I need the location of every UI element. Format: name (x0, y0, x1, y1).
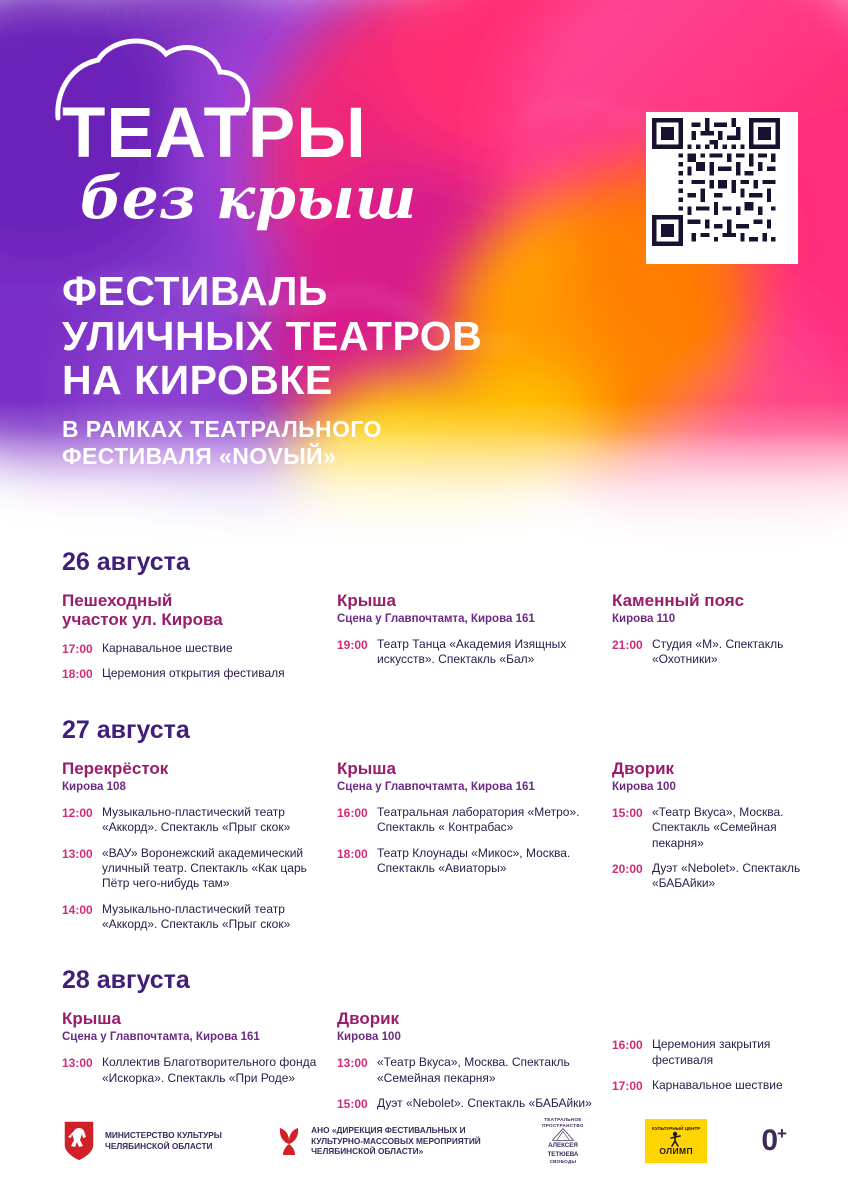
svoboda-name-2: ТЕТЮЕВА (547, 1150, 579, 1158)
event-description: Церемония открытия фестиваля (102, 666, 285, 681)
venue-address: Кирова 110 (612, 613, 676, 626)
ano-logo-text (311, 1125, 481, 1157)
svoboda-bottom-text: СВОБОДЫ (549, 1159, 577, 1165)
subtitle-line-1: ФЕСТИВАЛЬ (62, 268, 328, 315)
event-description: Дуэт «Nebolet». Спектакль «БАБАйки» (652, 860, 801, 891)
ministry-of-culture-logo (62, 1119, 222, 1163)
venue-name: Каменный пояс (612, 591, 745, 610)
olimp-line-2: ОЛИМП (659, 1146, 693, 1157)
schedule-column (62, 591, 337, 692)
event-description: Церемония закрытия фестиваля (652, 1037, 771, 1067)
ano-line-3: ЧЕЛЯБИНСКОЙ ОБЛАСТИ» (311, 1146, 424, 1157)
day-block (0, 548, 848, 692)
venue-address: Сцена у Главпочтамта, Кирова 161 (62, 1031, 260, 1044)
event-description: Музыкально-пластический театр «Аккорд». Спектакль «Прыг скок» (102, 901, 291, 931)
event-time: 18:00 (337, 846, 368, 861)
ministry-line-1: МИНИСТЕРСТВО КУЛЬТУРЫ (105, 1130, 222, 1141)
event-item (612, 805, 819, 851)
event-item (337, 846, 594, 877)
svoboda-theatre-logo (535, 1117, 591, 1165)
day-title: 26 августа (62, 548, 190, 576)
title-script: без крыш (80, 164, 417, 233)
event-description: Театральная лаборатория «Метро». Спектакль « Контрабас» (377, 804, 580, 835)
schedule-column (337, 759, 612, 943)
day-block (0, 966, 848, 1121)
venue-name: Перекрёсток (62, 758, 169, 778)
venue-name: Крыша (337, 591, 396, 610)
subtitle2-line-1: В РАМКАХ ТЕАТРАЛЬНОГО (62, 416, 382, 443)
page-title: ТЕАТРЫ (62, 94, 367, 173)
venue-address: Кирова 100 (337, 1031, 401, 1044)
schedule-column (62, 759, 337, 943)
event-item (62, 666, 319, 681)
venue-line-2: участок ул. Кирова (62, 610, 223, 630)
venue-address: Сцена у Главпочтамта, Кирова 161 (337, 780, 535, 793)
svoboda-triangle-icon (543, 1128, 583, 1141)
age-rating-plus: + (777, 1124, 786, 1143)
venue-address: Кирова 100 (612, 780, 676, 793)
event-item (62, 641, 319, 656)
qr-code[interactable] (646, 112, 798, 264)
poster-subtitle-secondary (62, 416, 702, 470)
event-item (62, 846, 319, 892)
event-description: Музыкально-пластический театр «Аккорд». Спектакль «Прыг скок» (102, 804, 291, 835)
ano-line-1: АНО «ДИРЕКЦИЯ ФЕСТИВАЛЬНЫХ И (311, 1125, 466, 1136)
schedule-column (612, 759, 837, 943)
venue-name (62, 591, 319, 629)
event-item (612, 861, 819, 892)
event-description: Карнавальное шествие (102, 641, 233, 656)
age-rating-badge (761, 1124, 786, 1158)
event-item (612, 1037, 819, 1068)
svoboda-name-1: АЛЕКСЕЯ (548, 1142, 578, 1150)
event-time: 15:00 (612, 805, 643, 820)
event-description: Театр Танца «Академия Изящных искусств». Спектакль «Бал» (377, 637, 567, 667)
event-time: 18:00 (62, 667, 93, 682)
ministry-logo-text (105, 1130, 222, 1151)
ano-mark-icon (276, 1126, 302, 1156)
ano-line-2: КУЛЬТУРНО-МАССОВЫХ МЕРОПРИЯТИЙ (311, 1135, 481, 1146)
event-time: 13:00 (62, 846, 93, 861)
event-item (62, 902, 319, 933)
venue-line-1: Пешеходный (62, 591, 173, 610)
venue-name: Дворик (337, 1009, 400, 1029)
ministry-line-2: ЧЕЛЯБИНСКОЙ ОБЛАСТИ (105, 1141, 213, 1151)
subtitle-line-3: НА КИРОВКЕ (62, 356, 333, 403)
event-time: 17:00 (62, 642, 93, 657)
venue-address: Сцена у Главпочтамта, Кирова 161 (337, 613, 535, 626)
ano-direction-logo (276, 1125, 481, 1157)
event-time: 17:00 (612, 1079, 643, 1094)
event-item (337, 1055, 594, 1086)
event-description: Карнавальное шествие (652, 1078, 783, 1093)
event-item (337, 805, 594, 836)
event-time: 13:00 (337, 1056, 368, 1071)
age-rating-number: 0 (761, 1124, 778, 1157)
event-description: Театр Клоунады «Микос», Москва. Спектакль «Авиаторы» (377, 845, 571, 875)
olimp-culture-centre-logo (645, 1119, 707, 1163)
schedule (0, 548, 848, 1123)
event-item (62, 1055, 319, 1086)
svoboda-top-text: ТЕАТРАЛЬНОЕ ПРОСТРАНСТВО (542, 1117, 584, 1128)
event-description: «ВАУ» Воронежский академический уличный театр. Спектакль «Как царь Пётр чего-нибудь там» (102, 845, 307, 891)
coat-of-arms-icon (62, 1119, 96, 1163)
event-description: Дуэт «Nebolet». Спектакль «БАБАйки» (377, 1096, 592, 1111)
poster-header (62, 94, 702, 470)
event-time: 15:00 (337, 1097, 368, 1112)
event-time: 16:00 (612, 1038, 643, 1053)
day-block (0, 716, 848, 943)
event-time: 19:00 (337, 638, 368, 653)
event-item (337, 637, 594, 668)
schedule-column (337, 591, 612, 692)
event-item (612, 637, 819, 668)
event-description: «Театр Вкуса», Москва. Спектакль «Семейная пекарня» (377, 1055, 570, 1085)
day-title: 27 августа (62, 715, 190, 744)
event-time: 13:00 (62, 1056, 93, 1071)
olimp-figure-icon (669, 1131, 683, 1147)
event-description: Студия «М». Спектакль «Охотники» (652, 637, 784, 667)
venue-name: Крыша (62, 1009, 121, 1029)
venue-name: Крыша (337, 758, 396, 778)
subtitle2-line-2: ФЕСТИВАЛЯ «NOVЫЙ» (62, 443, 337, 470)
event-description: Коллектив Благотворительного фонда «Искорка». Спектакль «При Роде» (102, 1055, 317, 1085)
olimp-line-1: КУЛЬТУРНЫЙ ЦЕНТР (651, 1126, 701, 1132)
event-time: 14:00 (62, 902, 93, 917)
subtitle-line-2: УЛИЧНЫХ ТЕАТРОВ (62, 312, 483, 359)
day-title: 28 августа (62, 966, 190, 995)
venue-address: Кирова 108 (62, 780, 126, 793)
schedule-column (612, 591, 837, 692)
event-item (612, 1078, 819, 1093)
poster-subtitle (62, 269, 702, 402)
event-time: 20:00 (612, 861, 643, 876)
footer-logos (0, 1104, 848, 1178)
event-description: «Театр Вкуса», Москва. Спектакль «Семейная пекарня» (652, 804, 784, 850)
event-time: 21:00 (612, 638, 643, 653)
venue-name: Дворик (612, 758, 675, 778)
event-item (62, 805, 319, 836)
event-time: 12:00 (62, 805, 93, 820)
event-time: 16:00 (337, 805, 368, 820)
